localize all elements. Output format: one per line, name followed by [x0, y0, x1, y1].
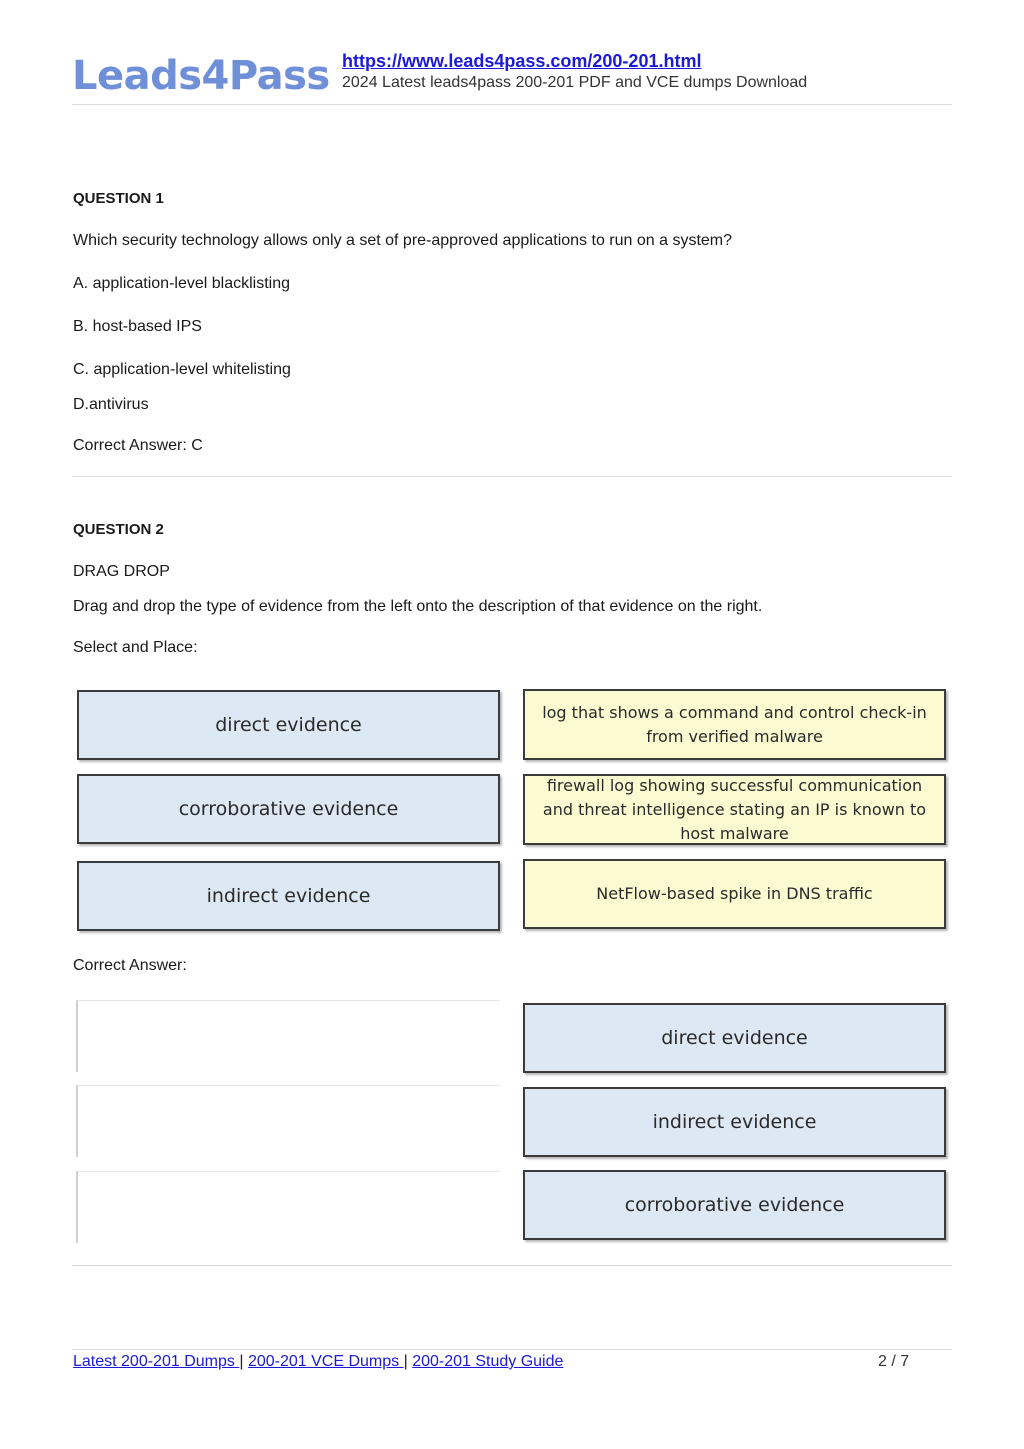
question-divider	[72, 476, 952, 477]
empty-slot	[76, 1171, 500, 1243]
footer-link-study-guide[interactable]: 200-201 Study Guide	[412, 1353, 564, 1370]
footer-divider	[72, 1349, 952, 1350]
question-1-answer: Correct Answer: C	[73, 437, 203, 454]
right-item-netflow-spike[interactable]: NetFlow-based spike in DNS traffic	[523, 859, 946, 929]
page-number: 2 / 7	[878, 1353, 910, 1370]
empty-slot	[76, 1085, 500, 1157]
right-item-c2-log[interactable]: log that shows a command and control check-in from verified malware	[523, 689, 946, 760]
answer-item-corroborative-evidence: corroborative evidence	[523, 1170, 946, 1240]
header-url-link[interactable]: https://www.leads4pass.com/200-201.html	[342, 51, 702, 71]
footer-separator: |	[403, 1353, 413, 1370]
left-item-indirect-evidence[interactable]: indirect evidence	[77, 861, 500, 931]
question-divider	[72, 1265, 952, 1266]
answer-item-direct-evidence: direct evidence	[523, 1003, 946, 1073]
question-2-type: DRAG DROP	[73, 563, 170, 580]
footer-links	[73, 1352, 563, 1372]
question-2-heading: QUESTION 2	[73, 521, 164, 538]
option-d: D.antivirus	[73, 396, 149, 413]
answer-item-indirect-evidence: indirect evidence	[523, 1087, 946, 1157]
question-2-text: Drag and drop the type of evidence from the left onto the description of that evidence on the right.	[73, 598, 763, 615]
question-1-heading: QUESTION 1	[73, 190, 164, 207]
question-1-text: Which security technology allows only a set of pre-approved applications to run on a system?	[73, 232, 733, 249]
footer-link-latest-dumps[interactable]: Latest 200-201 Dumps	[73, 1353, 240, 1370]
empty-slot	[76, 1000, 500, 1072]
left-item-direct-evidence[interactable]: direct evidence	[77, 690, 500, 760]
option-c: C. application-level whitelisting	[73, 361, 291, 378]
correct-answer-label: Correct Answer:	[73, 957, 187, 974]
header-divider	[72, 104, 952, 105]
select-and-place-label: Select and Place:	[73, 639, 198, 656]
left-item-corroborative-evidence[interactable]: corroborative evidence	[77, 774, 500, 844]
leads4pass-logo: Leads4Pass	[72, 53, 330, 99]
footer-link-vce-dumps[interactable]: 200-201 VCE Dumps	[247, 1353, 404, 1370]
option-b: B. host-based IPS	[73, 318, 202, 335]
footer-separator: |	[239, 1353, 248, 1370]
right-item-firewall-log[interactable]: firewall log showing successful communication and threat intelligence stating an IP is known to host malware	[523, 774, 946, 845]
option-a: A. application-level blacklisting	[73, 275, 290, 292]
header-subtitle: 2024 Latest leads4pass 200-201 PDF and VCE dumps Download	[342, 74, 808, 91]
